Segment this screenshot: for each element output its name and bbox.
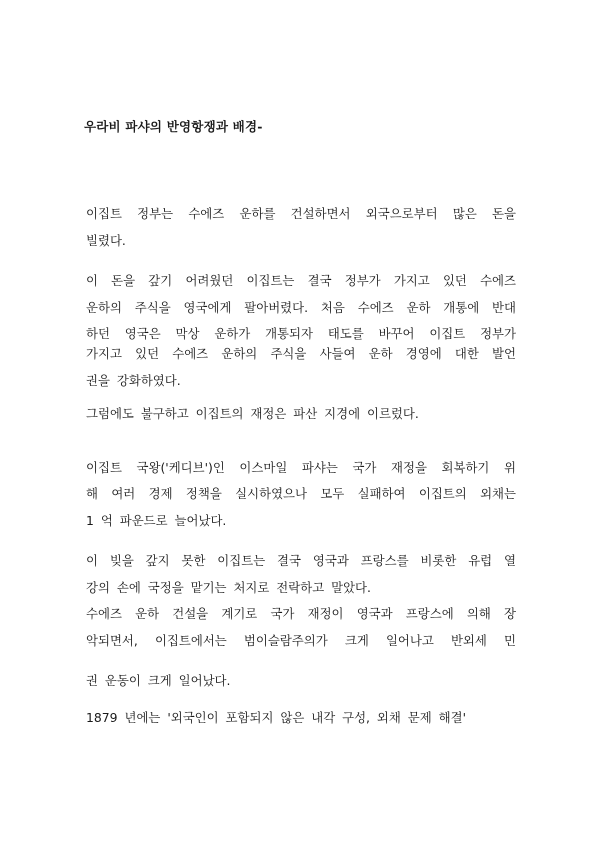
text-line: 권 운동이 크게 일어났다. <box>86 673 231 688</box>
text-line: 1879 년에는 '외국인이 포함되지 않은 내각 구성, 외채 문제 해결' <box>86 710 467 725</box>
text-line: 권을 강화하였다. <box>86 373 181 388</box>
text-line: 이 빚을 갚지 못한 이집트는 결국 영국과 프랑스를 비롯한 유럽 열 <box>86 553 516 568</box>
text-line: 그럼에도 불구하고 이집트의 재정은 파산 지경에 이르렀다. <box>86 406 419 421</box>
document-title: 우라비 파샤의 반영항쟁과 배경- <box>84 119 263 134</box>
text-line: 이 돈을 갚기 어려웠던 이집트는 결국 정부가 가지고 있던 수에즈 <box>86 273 516 288</box>
text-line: 수에즈 운하 건설을 계기로 국가 재정이 영국과 프랑스에 의해 장 <box>86 606 516 621</box>
text-line: 1 억 파운드로 늘어났다. <box>86 513 227 528</box>
text-line: 이집트 국왕('케디브')인 이스마일 파샤는 국가 재정을 회복하기 위 <box>86 460 516 475</box>
text-line: 하던 영국은 막상 운하가 개통되자 태도를 바꾸어 이집트 정부가 <box>86 326 516 341</box>
text-line: 이집트 정부는 수에즈 운하를 건설하면서 외국으로부터 많은 돈을 <box>86 206 516 221</box>
text-line: 운하의 주식을 영국에게 팔아버렸다. 처음 수에즈 운하 개통에 반대 <box>86 300 516 315</box>
text-line: 가지고 있던 수에즈 운하의 주식을 사들여 운하 경영에 대한 발언 <box>86 346 516 361</box>
text-line: 해 여러 경제 정책을 실시하였으나 모두 실패하여 이집트의 외채는 <box>86 486 516 501</box>
text-line: 강의 손에 국정을 맡기는 처지로 전락하고 말았다. <box>86 580 371 595</box>
text-line: 빌렸다. <box>86 233 126 248</box>
text-line: 악되면서, 이집트에서는 범이슬람주의가 크게 일어나고 반외세 민 <box>86 633 516 648</box>
